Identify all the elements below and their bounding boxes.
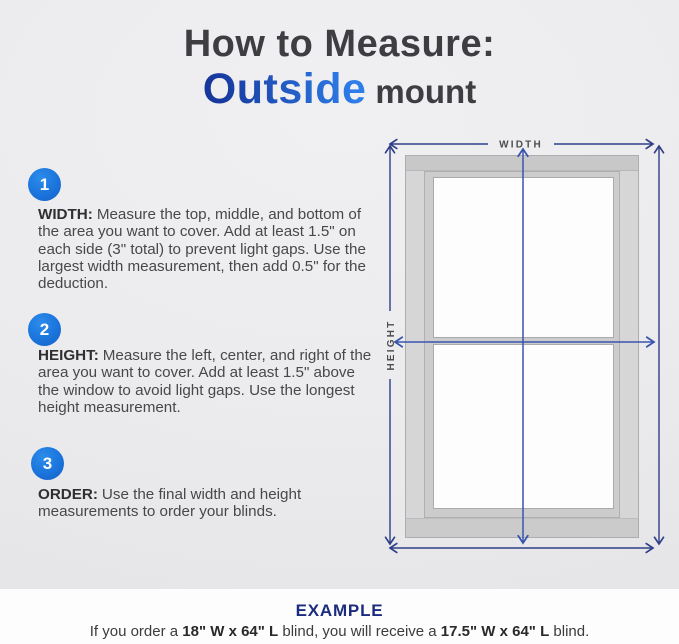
step-2-label: HEIGHT: <box>38 347 99 364</box>
example-middle: blind, you will receive a <box>278 623 441 640</box>
step-3-label: ORDER: <box>38 486 98 503</box>
example-heading: EXAMPLE <box>295 601 384 620</box>
step-3-badge: 3 <box>31 447 64 480</box>
title-line-2 <box>0 66 679 122</box>
step-1-badge: 1 <box>28 168 61 201</box>
step-3-body: Use the final width and height measurements to order your blinds. <box>38 486 302 521</box>
step-3-text <box>38 486 376 521</box>
step-2-body: Measure the left, center, and right of the area you want to cover. Add at least 1.5" above the window to avoid light gaps. Use the longest height measurement. <box>38 347 372 416</box>
step-1-text <box>38 206 376 292</box>
step-2-text <box>38 347 376 416</box>
page-title <box>0 24 679 122</box>
measurement-arrows-overlay <box>378 134 676 566</box>
title-highlight-outside: Outside <box>202 65 367 113</box>
width-label: WIDTH <box>499 139 543 151</box>
title-line-1: How to Measure: <box>183 23 496 65</box>
step-1-body: Measure the top, middle, and bottom of the area you want to cover. Add at least 1.5" on each side (3" total) to prevent light gaps. Use the largest width measurement, then add 0.5" for the deduction. <box>38 206 366 293</box>
example-order-size: 18" W x 64" L <box>182 623 279 640</box>
step-2-badge: 2 <box>28 313 61 346</box>
height-label: HEIGHT <box>386 319 397 371</box>
example-section <box>0 589 679 644</box>
title-suffix-mount: mount <box>375 73 477 110</box>
example-sentence <box>0 623 679 640</box>
example-receive-size: 17.5" W x 64" L <box>440 623 550 640</box>
step-1-label: WIDTH: <box>38 206 93 223</box>
example-suffix: blind. <box>549 623 590 640</box>
example-prefix: If you order a <box>89 623 183 640</box>
